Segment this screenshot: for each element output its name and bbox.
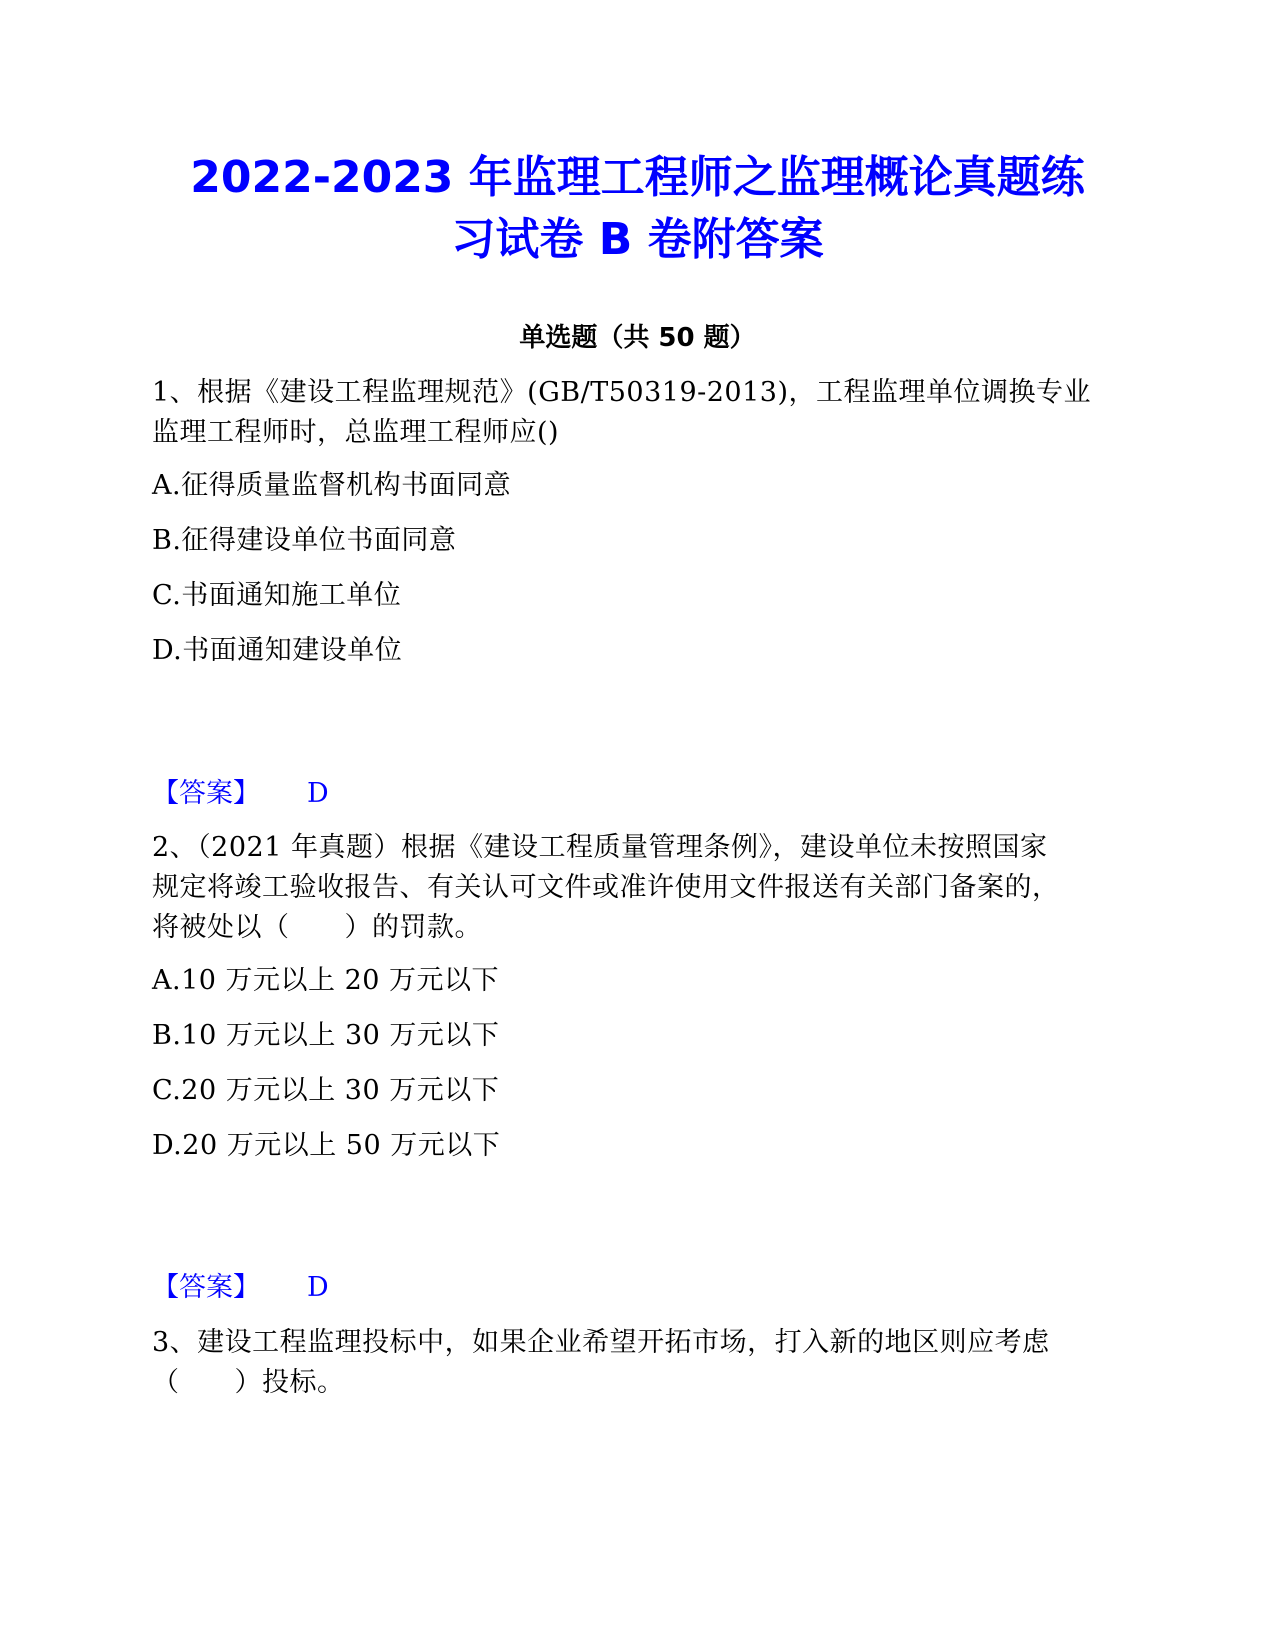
question-2-stem-line-3: 将被处以（ ）的罚款。: [152, 912, 482, 943]
question-1-stem-line-1: 1、根据《建设工程监理规范》(GB/T50319-2013)，工程监理单位调换专业: [152, 377, 1091, 408]
question-3-stem-line-1: 3、建设工程监理投标中，如果企业希望开拓市场，打入新的地区则应考虑: [152, 1327, 1050, 1358]
question-3-stem-line-2: （ ）投标。: [152, 1367, 345, 1398]
question-1-stem-line-2: 监理工程师时，总监理工程师应(): [152, 417, 560, 448]
question-2-answer-label: 【答案】: [152, 1272, 260, 1303]
document-title-line-1: 2022-2023 年监理工程师之监理概论真题练: [190, 152, 1085, 203]
question-2-option-d: D.20 万元以上 50 万元以下: [152, 1130, 501, 1161]
question-2-option-a: A.10 万元以上 20 万元以下: [152, 965, 500, 996]
question-1-answer-label: 【答案】: [152, 778, 260, 809]
question-2-stem-line-2: 规定将竣工验收报告、有关认可文件或准许使用文件报送有关部门备案的，: [152, 872, 1060, 903]
question-1-option-c: C.书面通知施工单位: [152, 580, 402, 611]
question-2-option-c: C.20 万元以上 30 万元以下: [152, 1075, 500, 1106]
question-2-option-b: B.10 万元以上 30 万元以下: [152, 1020, 500, 1051]
question-2-answer-value: D: [307, 1272, 329, 1303]
question-1-option-a: A.征得质量监督机构书面同意: [152, 470, 512, 501]
section-header: 单选题（共 50 题）: [519, 323, 756, 353]
question-1-option-b: B.征得建设单位书面同意: [152, 525, 457, 556]
document-title-line-2: 习试卷 B 卷附答案: [451, 214, 824, 265]
question-2-stem-line-1: 2、（2021 年真题）根据《建设工程质量管理条例》，建设单位未按照国家: [152, 832, 1048, 863]
question-1-answer-value: D: [307, 778, 329, 809]
question-1-option-d: D.书面通知建设单位: [152, 635, 403, 666]
